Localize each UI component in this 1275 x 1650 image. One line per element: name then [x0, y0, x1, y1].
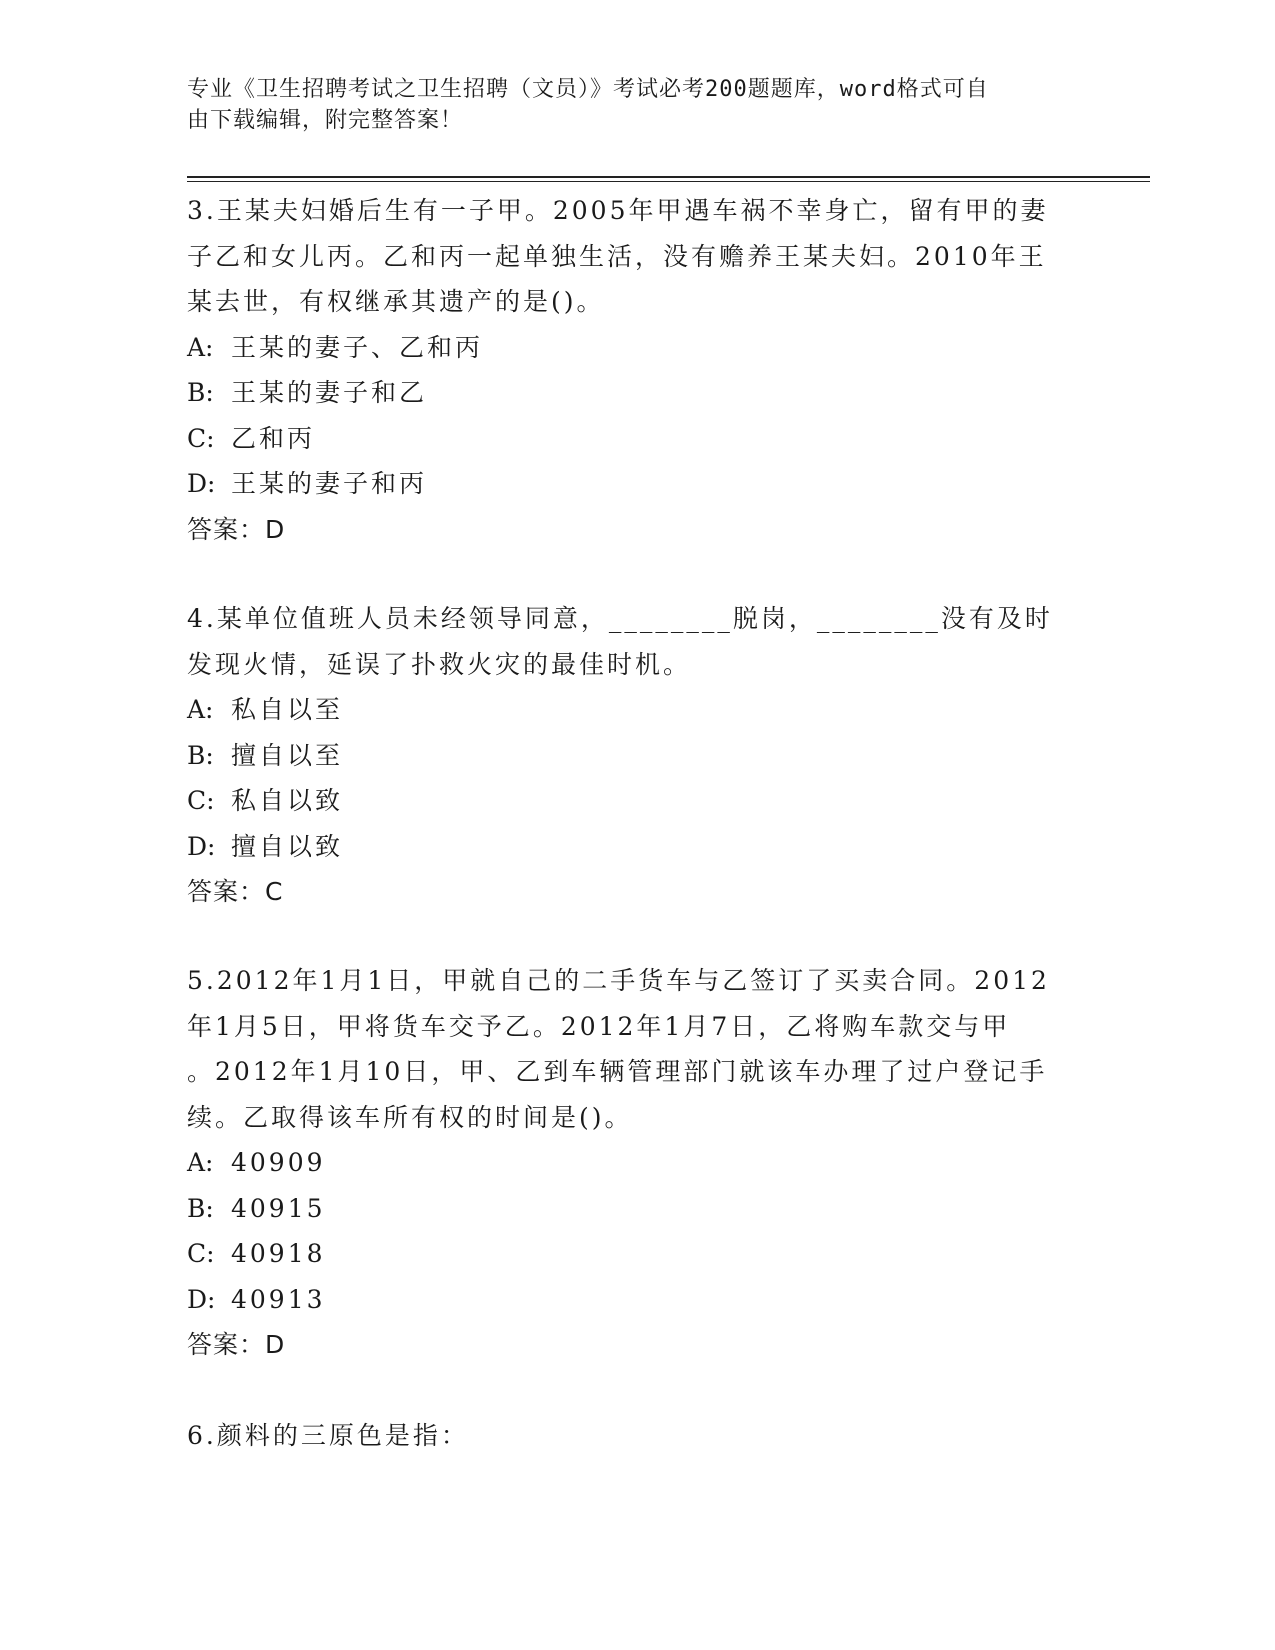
question-text-line: 4.某单位值班人员未经领导同意，________脱岗，________没有及时: [187, 604, 1053, 633]
question-text-line: 某去世，有权继承其遗产的是()。: [187, 287, 605, 316]
question-text-line: 。2012年1月10日，甲、乙到车辆管理部门就该车办理了过户登记手: [187, 1057, 1048, 1086]
option-c: [187, 416, 1087, 462]
option-text: 王某的妻子和乙: [231, 378, 428, 407]
question-text-line: 6.颜料的三原色是指：: [187, 1421, 469, 1450]
header-rule-thick: [187, 176, 1150, 178]
option-d: [187, 461, 1087, 507]
option-text: 私自以至: [231, 695, 344, 724]
option-key: B:: [187, 1193, 214, 1223]
question-text-line: 发现火情，延误了扑救火灾的最佳时机。: [187, 649, 692, 679]
question-5: [187, 958, 1087, 1368]
header-line-2: 由下载编辑，附完整答案！: [187, 108, 464, 133]
option-key: D:: [187, 1284, 216, 1314]
answer-line: 答案：D: [187, 1330, 286, 1359]
option-key: B:: [187, 740, 214, 770]
option-c: [187, 1231, 1087, 1277]
option-b: [187, 733, 1087, 779]
option-text: 40915: [231, 1193, 326, 1223]
question-text-line: 年1月5日，甲将货车交予乙。2012年1月7日，乙将购车款交与甲: [187, 1011, 1011, 1041]
option-text: 擅自以至: [231, 740, 344, 770]
option-key: A:: [187, 332, 214, 362]
question-text-line: 5.2012年1月1日，甲就自己的二手货车与乙签订了买卖合同。2012: [187, 966, 1050, 995]
question-text-line: 3.王某夫妇婚后生有一子甲。2005年甲遇车祸不幸身亡，留有甲的妻: [187, 196, 1049, 225]
option-key: C:: [187, 1239, 215, 1268]
option-text: 王某的妻子、乙和丙: [231, 332, 484, 362]
option-key: A:: [187, 695, 214, 724]
document-header: [187, 74, 1067, 136]
option-a: [187, 687, 1087, 733]
question-6: [187, 1413, 1087, 1459]
option-b: [187, 1186, 1087, 1232]
option-text: 王某的妻子和丙: [231, 469, 428, 498]
option-text: 40918: [231, 1239, 326, 1268]
option-text: 擅自以致: [231, 831, 344, 861]
option-key: B:: [187, 378, 214, 407]
answer-line: 答案：D: [187, 514, 286, 544]
option-b: [187, 370, 1087, 416]
header-line-1: 专业《卫生招聘考试之卫生招聘（文员）》考试必考200题题库，word格式可自: [187, 77, 989, 102]
question-4: [187, 596, 1087, 915]
option-c: [187, 778, 1087, 824]
question-3: [187, 188, 1087, 552]
option-text: 40913: [231, 1284, 326, 1314]
option-key: D:: [187, 469, 216, 498]
option-key: C:: [187, 423, 215, 453]
option-a: [187, 325, 1087, 371]
option-key: D:: [187, 831, 216, 861]
option-a: [187, 1140, 1087, 1186]
option-text: 私自以致: [231, 786, 344, 815]
header-rule-thin: [187, 181, 1150, 182]
question-text-line: 续。乙取得该车所有权的时间是()。: [187, 1102, 633, 1132]
option-d: [187, 824, 1087, 870]
option-text: 40909: [231, 1148, 326, 1177]
option-key: A:: [187, 1148, 214, 1177]
answer-line: 答案：C: [187, 877, 284, 906]
question-text-line: 子乙和女儿丙。乙和丙一起单独生活，没有赡养王某夫妇。2010年王: [187, 241, 1047, 271]
option-text: 乙和丙: [231, 423, 316, 453]
option-d: [187, 1277, 1087, 1323]
option-key: C:: [187, 786, 215, 815]
